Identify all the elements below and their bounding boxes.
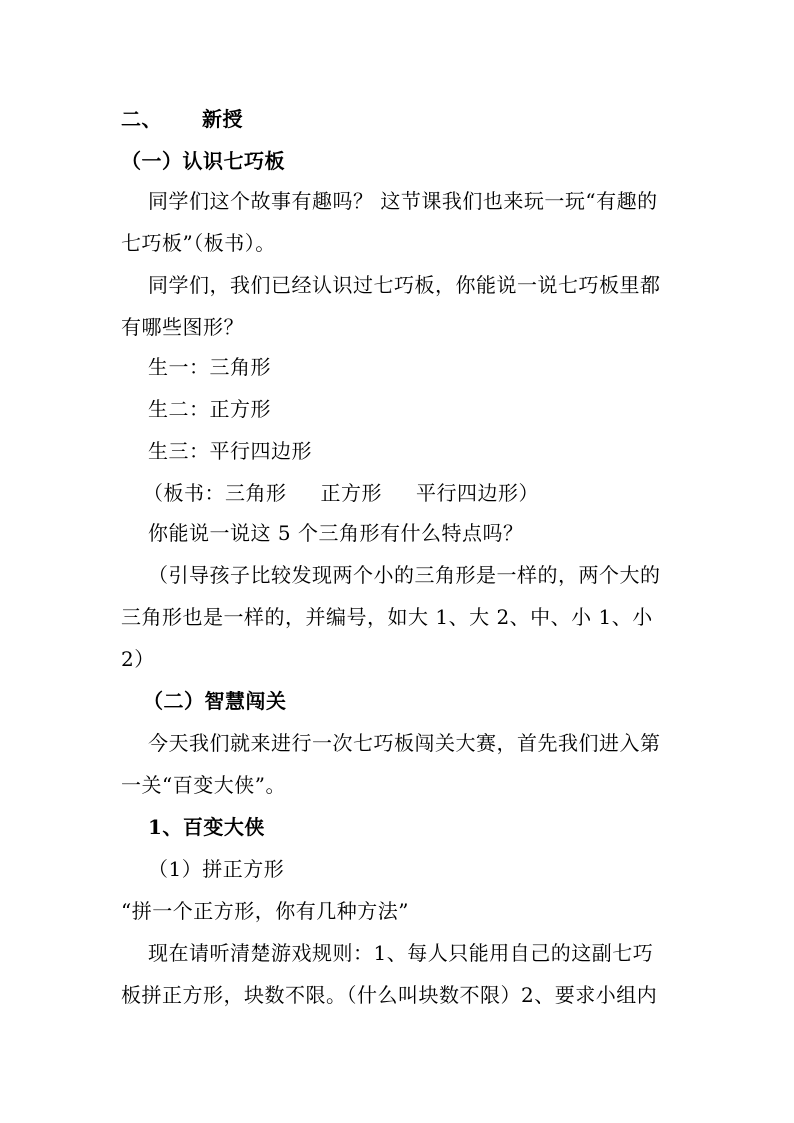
guide-line: （引导孩子比较发现两个小的三角形是一样的，两个大的 xyxy=(148,563,661,587)
guide-line: 2） xyxy=(121,647,155,671)
paragraph-line: 今天我们就来进行一次七巧板闯关大赛，首先我们进入第 xyxy=(148,731,661,755)
subheading: 1、百变大侠 xyxy=(148,815,265,839)
paragraph-line: 同学们，我们已经认识过七巧板，你能说一说七巧板里都 xyxy=(148,273,661,297)
section-heading xyxy=(121,106,243,132)
section-number: 二、 xyxy=(121,107,162,131)
part1-heading: （一）认识七巧板 xyxy=(121,149,285,173)
paragraph-line: 有哪些图形？ xyxy=(121,315,244,339)
board-note xyxy=(143,480,539,506)
student-answer-1: 生一：三角形 xyxy=(148,355,271,379)
board-note-part: （板书：三角形 xyxy=(143,481,287,505)
question-line: 你能说一说这 5 个三角形有什么特点吗？ xyxy=(148,521,524,545)
student-answer-3: 生三：平行四边形 xyxy=(148,439,312,463)
paragraph-line: 一关“百变大侠”。 xyxy=(121,773,286,797)
board-note-part: 平行四边形） xyxy=(416,481,539,505)
part2-heading: （二）智慧闯关 xyxy=(143,689,287,713)
board-note-part: 正方形 xyxy=(320,481,382,505)
rules-line: 板拼正方形，块数不限。（什么叫块数不限）2、要求小组内 xyxy=(121,983,658,1007)
paragraph-line: 七巧板”（板书）。 xyxy=(121,231,276,255)
rules-line: 现在请听清楚游戏规则：1、每人只能用自己的这副七巧 xyxy=(148,941,654,965)
guide-line: 三角形也是一样的，并编号，如大 1、大 2、中、小 1、小 xyxy=(121,605,653,629)
subheading-item: （1）拼正方形 xyxy=(148,857,285,881)
quote-line: “拼一个正方形，你有几种方法” xyxy=(121,899,409,923)
section-title: 新授 xyxy=(202,107,243,131)
student-answer-2: 生二：正方形 xyxy=(148,397,271,421)
paragraph-line: 同学们这个故事有趣吗？ 这节课我们也来玩一玩“有趣的 xyxy=(148,189,658,213)
